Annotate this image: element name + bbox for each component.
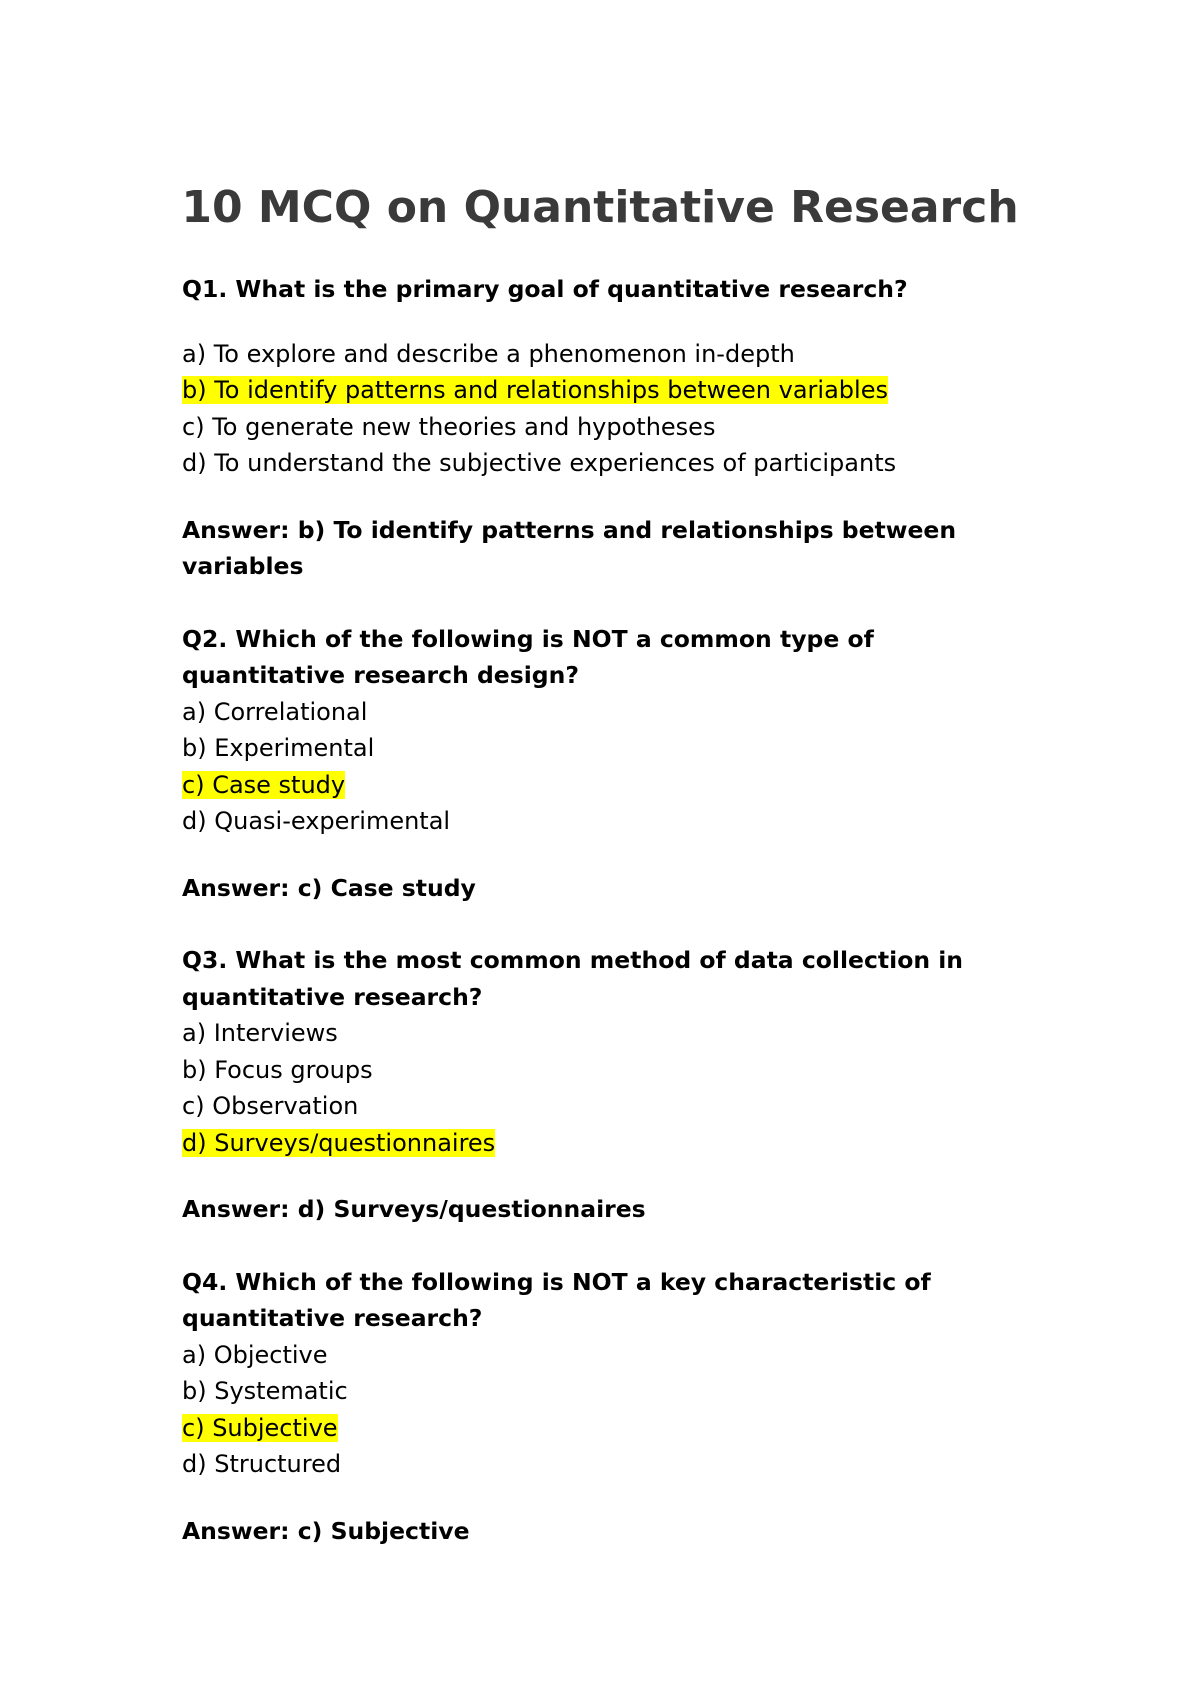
- option-text-highlighted: c) Subjective: [182, 1413, 338, 1442]
- answer-text: Answer: c) Case study: [182, 873, 476, 902]
- option-text: a) Objective: [182, 1340, 328, 1369]
- option-list: [182, 336, 982, 482]
- option-text-highlighted: d) Surveys/questionnaires: [182, 1128, 496, 1157]
- option-a: [182, 1015, 982, 1052]
- option-d: [182, 1446, 982, 1483]
- option-text: c) Observation: [182, 1092, 359, 1120]
- option-text: c) To generate new theories and hypotheses: [182, 412, 716, 441]
- option-text: b) Systematic: [182, 1377, 348, 1405]
- option-b-correct: [182, 372, 982, 409]
- answer-text: Answer: d) Surveys/questionnaires: [182, 1195, 646, 1223]
- option-list: [182, 1015, 982, 1161]
- option-list: [182, 694, 982, 840]
- question-block-4: [182, 1264, 982, 1550]
- option-text: d) Quasi-experimental: [182, 807, 451, 835]
- option-c: [182, 409, 982, 446]
- question-text: Q2. Which of the following is NOT a common type of quantitative research design?: [182, 624, 874, 689]
- answer-text: Answer: b) To identify patterns and relationships between variables: [182, 515, 957, 580]
- question-block-3: [182, 942, 982, 1228]
- option-text: a) Correlational: [182, 697, 368, 726]
- option-text: d) To understand the subjective experiences of participants: [182, 449, 897, 477]
- option-d-correct: [182, 1125, 982, 1162]
- option-a: [182, 694, 982, 731]
- option-text-highlighted: b) To identify patterns and relationships between variables: [182, 376, 888, 404]
- option-c-correct: [182, 1410, 982, 1447]
- option-d: [182, 445, 982, 482]
- question-text: Q3. What is the most common method of data collection in quantitative research?: [182, 946, 964, 1011]
- option-list: [182, 1337, 982, 1483]
- option-c: [182, 1088, 982, 1125]
- option-b: [182, 730, 982, 767]
- option-b: [182, 1052, 982, 1089]
- option-text: b) Focus groups: [182, 1055, 373, 1084]
- question-block-2: [182, 621, 982, 907]
- option-text: a) Interviews: [182, 1019, 338, 1047]
- question-block-1: [182, 271, 982, 585]
- questions-list: [182, 271, 982, 1585]
- question-text: Q4. Which of the following is NOT a key characteristic of quantitative research?: [182, 1267, 931, 1332]
- option-text: b) Experimental: [182, 734, 375, 762]
- option-text-highlighted: c) Case study: [182, 770, 346, 799]
- option-b: [182, 1373, 982, 1410]
- option-c-correct: [182, 767, 982, 804]
- option-a: [182, 336, 982, 373]
- page-title: 10 MCQ on Quantitative Research: [181, 182, 1019, 233]
- option-a: [182, 1337, 982, 1374]
- question-text: Q1. What is the primary goal of quantitative research?: [182, 275, 908, 303]
- option-text: a) To explore and describe a phenomenon in-depth: [182, 339, 795, 368]
- option-text: d) Structured: [182, 1450, 342, 1478]
- answer-text: Answer: c) Subjective: [182, 1516, 470, 1545]
- option-d: [182, 803, 982, 840]
